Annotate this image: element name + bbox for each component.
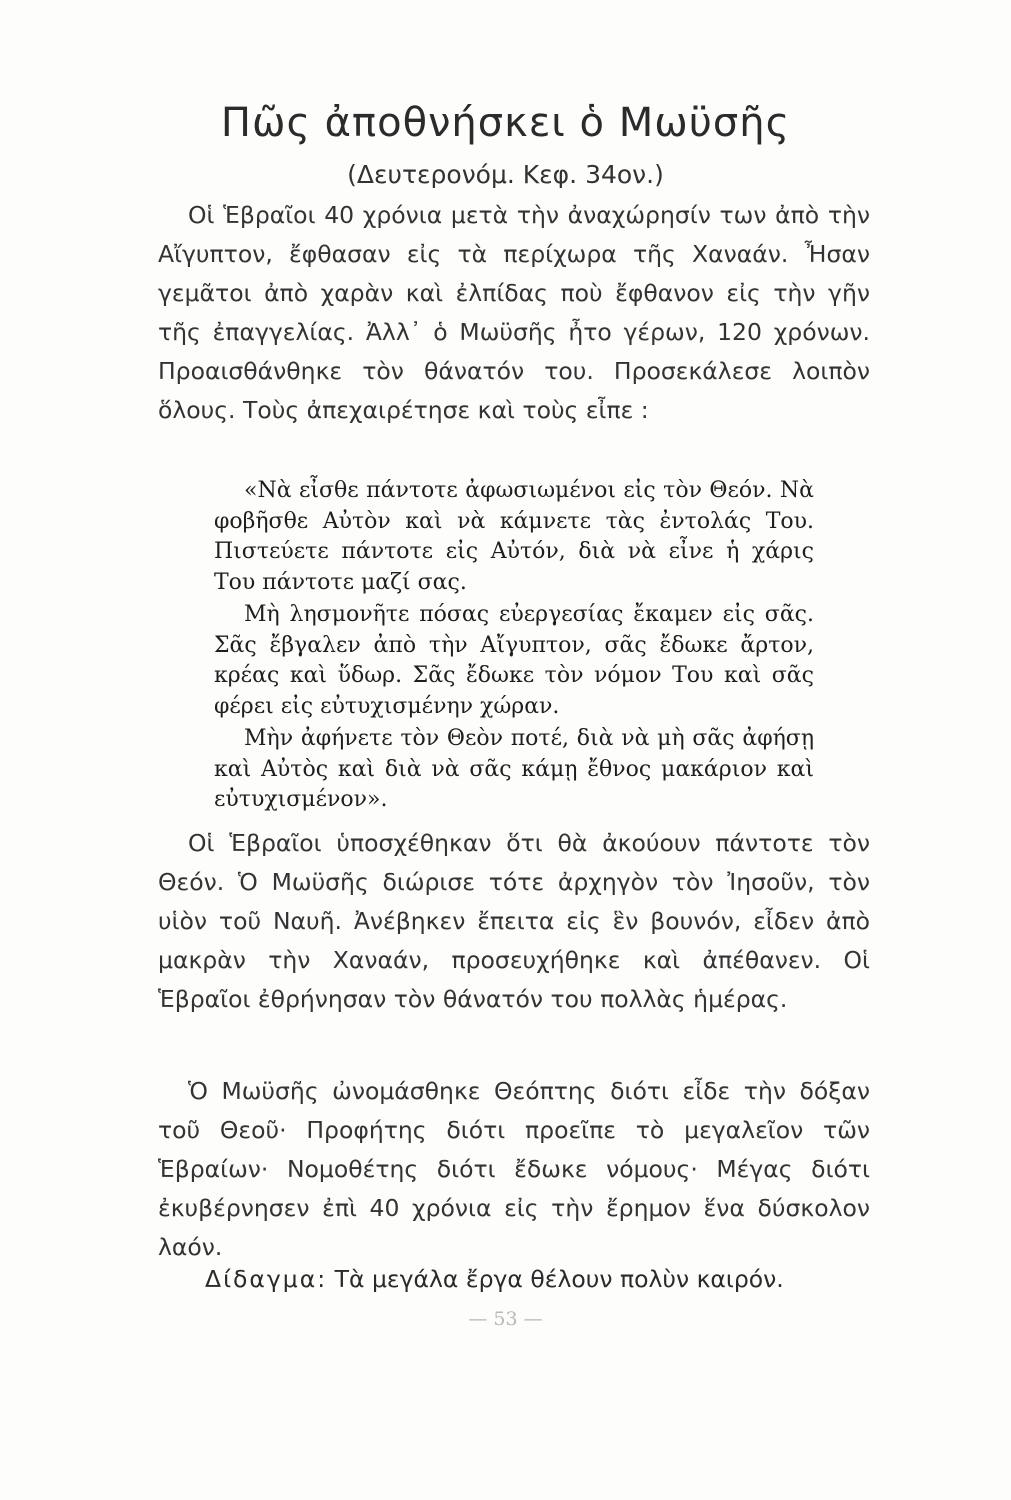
page-number: — 53 — bbox=[468, 1308, 543, 1330]
page-title: Πῶς ἀποθνήσκει ὁ Μωϋσῆς bbox=[220, 100, 791, 146]
lesson-text: Τὰ μεγάλα ἔργα θέλουν πολὺν καιρόν. bbox=[334, 1265, 784, 1293]
paragraph-titles: Ὁ Μωϋσῆς ὠνομάσθηκε Θεόπτης διότι εἶδε τὴν δόξαν τοῦ Θεοῦ· Προφήτης διότι προεῖπε τὸ μεγαλεῖον τῶν Ἑβραίων· Νομοθέτης διότι ἔδωκε νόμους· Μέγας διότι ἐκυβέρνησεν ἐπὶ 40 χρόνια εἰς τὴν ἔρημον ἕνα δύσκολον λαόν. bbox=[158, 1077, 870, 1261]
quote-paragraph: Μὴ λησμονῆτε πόσας εὐεργεσίας ἔκαμεν εἰς σᾶς. Σᾶς ἔβγαλεν ἀπὸ τὴν Αἴγυπτον, σᾶς ἔδωκε ἄρτον, κρέας καὶ ὕδωρ. Σᾶς ἔδωκε τὸν νόμον Του καὶ σᾶς φέρει εἰς εὐτυχισμένην χώραν. bbox=[214, 602, 814, 719]
moses-speech-quote bbox=[214, 476, 814, 816]
paragraph-death: Οἱ Ἑβραῖοι ὑποσχέθηκαν ὅτι θὰ ἀκούουν πάντοτε τὸν Θεόν. Ὁ Μωϋσῆς διώρισε τότε ἀρχηγὸν τὸν Ἰησοῦν, τὸν υἱὸν τοῦ Ναυῆ. Ἀνέβηκεν ἔπειτα εἰς ἓν βουνόν, εἶδεν ἀπὸ μακρὰν τὴν Χαναάν, προσευχήθηκε καὶ ἀπέθανεν. Οἱ Ἑβραῖοι ἐθρήνησαν τὸν θάνατόν του πολλὰς ἡμέρας. bbox=[158, 829, 870, 1013]
chapter-reference: (Δευτερονόμ. Κεφ. 34ον.) bbox=[347, 160, 664, 189]
lesson-label: Δίδαγμα: bbox=[205, 1265, 328, 1293]
lesson-line bbox=[205, 1265, 905, 1293]
quote-paragraph: «Νὰ εἶσθε πάντοτε ἀφωσιωμένοι εἰς τὸν Θεόν. Νὰ φοβῆσθε Αὐτὸν καὶ νὰ κάμνετε τὰς ἐντολάς Του. Πιστεύετε πάντοτε εἰς Αὐτόν, διὰ νὰ εἶνε ἡ χάρις Του πάντοτε μαζί σας. bbox=[214, 478, 814, 595]
quote-paragraph: Μὴν ἀφήνετε τὸν Θεὸν ποτέ, διὰ νὰ μὴ σᾶς ἀφήσῃ καὶ Αὐτὸς καὶ διὰ νὰ σᾶς κάμῃ ἔθνος μακάριον καὶ εὐτυχισμένον». bbox=[214, 726, 814, 812]
paragraph-intro: Οἱ Ἑβραῖοι 40 χρόνια μετὰ τὴν ἀναχώρησίν των ἀπὸ τὴν Αἴγυπτον, ἔφθασαν εἰς τὰ περίχωρα τῆς Χαναάν. Ἦσαν γεμᾶτοι ἀπὸ χαρὰν καὶ ἐλπίδας ποὺ ἔφθανον εἰς τὴν γῆν τῆς ἐπαγγελίας. Ἀλλ᾽ ὁ Μωϋσῆς ἦτο γέρων, 120 χρόνων. Προαισθάνθηκε τὸν θάνατόν του. Προσεκάλεσε λοιπὸν ὅλους. Τοὺς ἀπεχαιρέτησε καὶ τοὺς εἶπε : bbox=[158, 201, 870, 424]
